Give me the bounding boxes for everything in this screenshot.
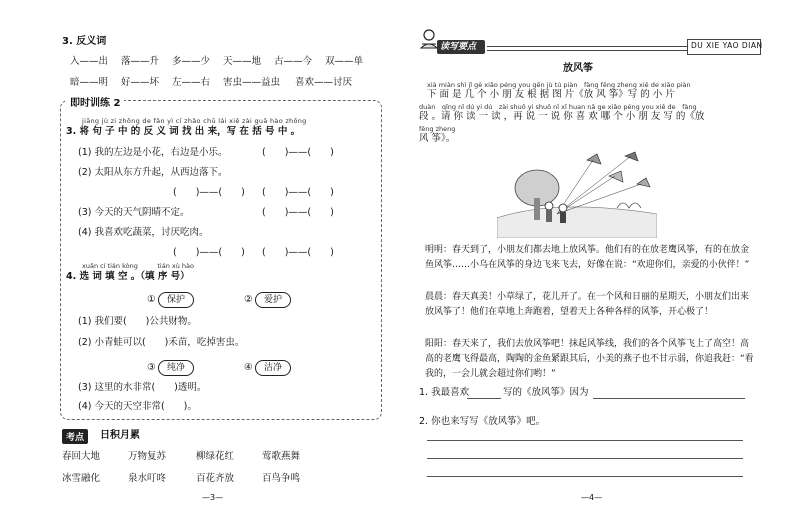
q4-pinyin: xuǎn cí tián kòng tián xù hào [82,262,194,270]
right-page [397,0,794,518]
fill-item-3: (3) 这里的水非常( )透明。 [78,382,207,393]
q1-label: 1. 我最喜欢 [419,387,470,398]
intro-pinyin-1: xià miàn shì jǐ gè xiǎo péng you gēn jù tú piàn fàng fēng zheng xiě de xiǎo piàn [427,81,691,89]
antonym-pair: 古——今 [274,56,313,67]
writing-line[interactable] [427,458,743,459]
kites-illustration [497,148,657,238]
answer-pair: ( )——( ) [262,247,334,258]
writing-line[interactable] [427,440,743,441]
option-1-word: 保护 [158,292,194,308]
story-title: 放风筝 [563,63,593,74]
antonym-pair: 落——升 [121,56,160,67]
writing-line[interactable] [427,476,743,477]
option-1-number: ① [147,294,156,305]
antonym-pair: 喜欢——讨厌 [295,77,353,88]
answer-pair: ( )——( ) [262,147,334,158]
antonym-pair: 入——出 [70,56,109,67]
intro-line-3: 风 筝》。 [419,133,456,144]
fill-item-4: (4) 今天的天空非常( )。 [78,401,197,412]
header-pinyin: DU XIE YAO DIAN [691,41,763,50]
kaodian-tag: 考点 [62,429,88,444]
paragraph-mingming: 明明：春天到了，小朋友们都去地上放风筝。他们有的在放老鹰风筝，有的在放金鱼风筝……小乌在风筝的身边飞来飞去，好像在说：“欢迎你们，亲爱的小伙伴！” [425,245,750,270]
header-rule [487,46,687,51]
antonym-pair: 暗——明 [70,77,109,88]
option-2-word: 爱护 [255,292,291,308]
idiom: 泉水叮咚 [128,473,167,484]
antonym-pair: 多——少 [172,56,211,67]
answer-pair: ( )——( ) [262,207,334,218]
accumulate-title: 日积月累 [100,430,140,441]
practice-title: 即时训练 2 [66,94,124,109]
idiom: 莺歌燕舞 [262,451,301,462]
q1-mid: 写的《放风筝》因为 [503,387,589,398]
idiom: 百花齐放 [196,473,235,484]
antonym-pair: 左——右 [172,77,211,88]
paragraph-yangyang: 阳阳：春天来了，我们去放风筝吧！抹起风筝线，我们的各个风筝飞上了高空！高高的老鹰飞得最高，陶陶的金鱼紧跟其后，小美的燕子也不甘示弱，你追我赶：“看我的，一会儿就会超过你们哟！” [425,339,754,379]
section-antonyms-title: 3. 反义词 [62,36,107,47]
intro-pinyin-2: duàn qǐng nǐ dú yi dú zài shuō yi shuō nǐ xǐ huan nǎ ge xiǎo péng you xiě de fàng [419,103,697,111]
fill-item-1: (1) 我们要( )公共财物。 [78,316,197,327]
q3-item-4: (4) 我喜欢吃蔬菜，讨厌吃肉。 [78,227,209,238]
idiom: 百鸟争鸣 [262,473,301,484]
answer-pair: ( )——( ) [173,247,245,258]
antonym-pair: 害虫——益虫 [223,77,281,88]
idiom: 冰雪融化 [62,473,101,484]
q3-pinyin: jiāng jù zi zhōng de fǎn yì cí zhǎo chū lái xiě zài guā hào zhōng [82,117,307,125]
option-3-word: 纯净 [158,360,194,376]
q3-item-3: (3) 今天的天气阴晴不定。 [78,207,190,218]
intro-line-1: 下 面 是 几 个 小 朋 友 根 据 图 片《放 风 筝》写 的 小 片 [427,89,675,100]
fill-item-2: (2) 小青蛙可以( )禾苗，吃掉害虫。 [78,337,245,348]
page-number-left: —3— [202,493,224,502]
idiom: 柳绿花红 [196,451,235,462]
q1-blank-reason[interactable] [593,398,745,399]
antonym-pair: 好——坏 [121,77,160,88]
option-4-word: 洁净 [255,360,291,376]
answer-pair: ( )——( ) [262,187,334,198]
q2-prompt: 2. 你也来写写《放风筝》吧。 [419,416,546,427]
q3-item-1: (1) 我的左边是小花，右边是小乐。 [78,147,228,158]
q4-prompt: 4. 选 词 填 空 。（填 序 号） [66,271,190,282]
header-title: 读写要点 [440,42,477,52]
idiom: 春回大地 [62,451,101,462]
idiom: 万物复苏 [128,451,167,462]
option-2-number: ② [244,294,253,305]
page-number-right: —4— [581,493,603,502]
option-3-number: ③ [147,362,156,373]
intro-line-2: 段 。请 你 读 一 读 ，再 说 一 说 你 喜 欢 哪 个 小 朋 友 写 的《放 [419,111,705,122]
antonym-pair: 双——单 [325,56,364,67]
q1-blank-name[interactable] [467,398,501,399]
q3-prompt: 3. 将 句 子 中 的 反 义 词 找 出 来，写 在 括 号 中 。 [66,126,301,137]
option-4-number: ④ [244,362,253,373]
paragraph-chenchen: 晨晨：春天真美！小草绿了，花儿开了。在一个风和日丽的星期天，小朋友们出来放风筝了！他们在草地上奔跑着，望着天上各种各样的风筝，开心极了！ [425,292,750,317]
q3-item-2: (2) 太阳从东方升起，从西边落下。 [78,167,228,178]
intro-pinyin-3: fēng zheng [419,125,456,133]
antonym-pair: 天——地 [223,56,262,67]
answer-pair: ( )——( ) [173,187,245,198]
